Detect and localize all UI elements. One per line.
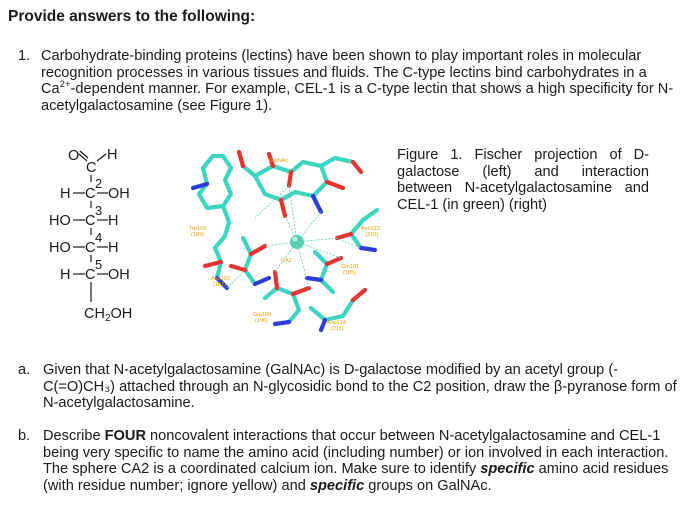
label-gln101: Gln101 [341,264,360,270]
question-number: 1. [18,48,31,64]
q1b-bold-four: FOUR [104,428,146,444]
fischer-projection [48,142,168,342]
row-carbon: C [85,240,96,256]
row-right-group: H [108,213,119,229]
label-asp103-num: (187) [213,282,227,288]
row-left-group: H [60,186,71,202]
question-1b [18,428,683,494]
row-left-group: HO [49,213,71,229]
carbon-number: 2 [95,176,103,191]
question-letter: a. [18,362,31,378]
trp105-ring [199,156,231,208]
label-glu109-num: (196) [255,318,269,324]
charge-superscript: 2+ [59,79,71,91]
question-1a [18,362,683,412]
q1b-text-part: Describe [43,428,105,444]
row-left-group: HO [49,240,71,256]
label-trp105-num: (189) [191,232,205,238]
row-left-group: H [60,267,71,283]
question-letter: b. [18,428,31,444]
q1-text-part: -dependent manner. For example, CEL-1 is a C-type lectin that shows a high specificity for N-acetylgalactosamine (see Figure 1). [41,81,674,114]
row-carbon: C [85,267,96,283]
label-ca2: CA2 [281,258,292,264]
q1b-emphasis: specific [309,477,365,494]
c6-group [84,306,132,324]
aldehyde-oxygen: O [68,148,80,164]
q1b-text-part: noncovalent interactions that occur between N-acetylgalactosamine and CEL-1 being very specific to name the amino acid (including number) or ion involved in each interaction. The sphere CA2 is a coordinated calcium ion. Make sure to identify [43,428,669,477]
question-1a-text: Given that N-acetylgalactosamine (GalNAc) is D-galactose modified by an acetyl group (-C(=O)CH₃) attached through an N-glycosidic bond to the C2 position, draw the β-pyranose form of N-acetylgalactosamine. [43,362,677,411]
c6-ch: CH [84,306,105,322]
row-right-group: H [108,240,119,256]
c6-subscript: 2 [104,313,111,324]
carbon-number: 4 [95,230,103,245]
label-asn123-num: (210) [365,232,379,238]
asp124-residue [311,300,353,320]
calcium-sphere [290,235,304,249]
question-1 [18,48,683,114]
label-trp105: Trp105 [189,226,207,232]
question-1b-text [43,428,683,494]
cel1-interaction-figure [185,138,395,333]
row-right-group: OH [108,267,130,283]
label-asp103: Asp103 [211,276,230,282]
c1-carbon: C [86,160,97,176]
row-right-group: OH [108,186,130,202]
label-asp124-num: (211) [331,326,344,332]
q1b-text-part: amino acid residues (with residue number; ignore yellow) and [43,461,669,494]
aldehyde-hydrogen: H [107,147,118,163]
fischer-svg [48,142,168,342]
label-gln101-num: (185) [343,270,357,276]
row-carbon: C [85,213,96,229]
label-asp124: Asp124 [327,320,346,326]
carbon-number: 3 [95,203,103,218]
calcium-highlight [293,237,298,242]
label-galnac: GalNAc [269,158,289,164]
carbon-number: 5 [95,257,103,272]
asp103-residue [243,238,255,284]
c6-oh: OH [110,306,133,322]
stick-model-svg [185,138,395,333]
page-heading: Provide answers to the following: [8,8,256,25]
question-1-text [41,48,683,114]
q1b-text-part: groups on GalNAc. [364,477,492,494]
gln101-residue [315,252,333,292]
label-glu109: Glu109 [253,312,272,318]
q1-text-part: Carbohydrate-binding proteins (lectins) have been shown to play important roles in molecular recognition processes in various tissues and fluids. The C-type lectins bind carbohydrates in a Ca [41,48,647,97]
figure-caption: Figure 1. Fischer projection of D-galactose (left) and interaction between N-acetylgalactosamine and CEL-1 (in green) (right) [397,147,649,213]
q1b-emphasis: specific [480,461,535,477]
label-asn123: Asn123 [361,226,380,232]
row-carbon: C [85,186,96,202]
